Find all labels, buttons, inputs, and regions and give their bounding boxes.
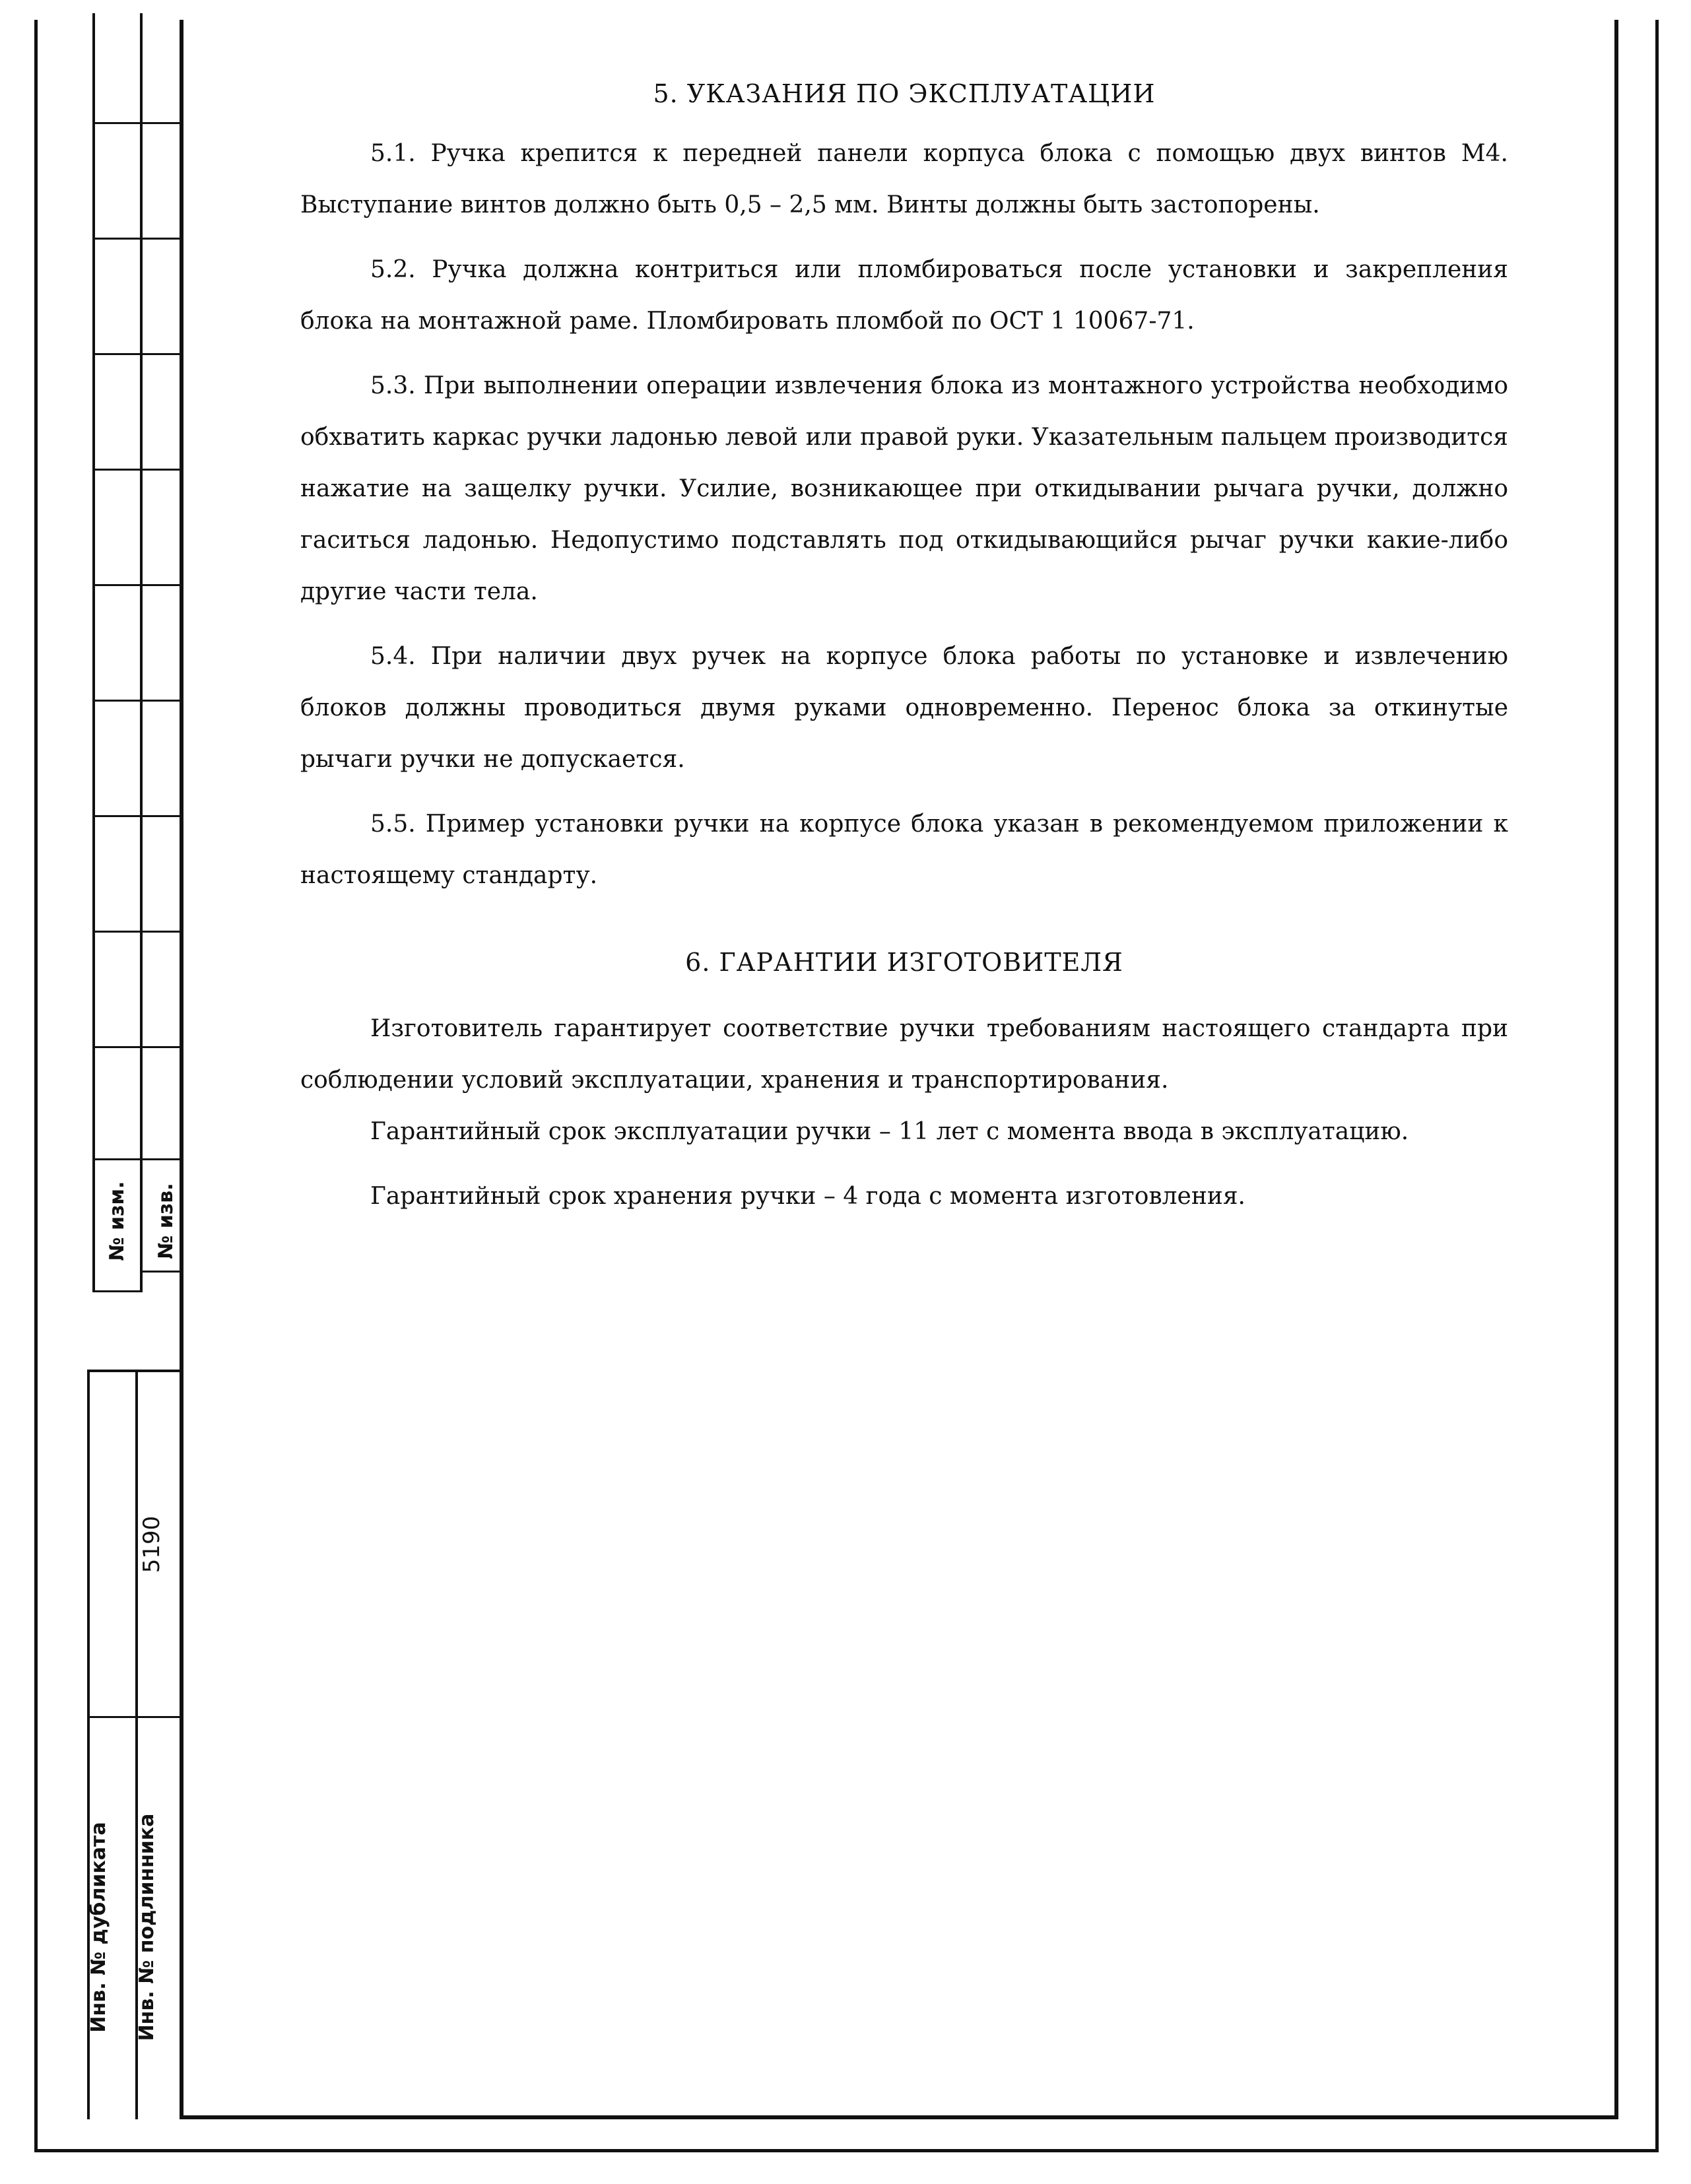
document-body [300, 79, 1508, 1222]
paragraph-5-4: 5.4. При наличии двух ручек на корпусе блока работы по установке и извлечению блоков должны проводиться двумя руками одновременно. Перенос блока за откинутые рычаги ручки не допускается. [300, 643, 1508, 773]
paragraph-5-2: 5.2. Ручка должна контриться или пломбироваться после установки и закрепления блока на монтажной раме. Пломбировать пломбой по ОСТ 1 10067-71. [300, 256, 1508, 335]
paragraph-5-5: 5.5. Пример установки ручки на корпусе блока указан в рекомендуемом приложении к настоящему стандарту. [300, 811, 1508, 889]
paragraph-5-1: 5.1. Ручка крепится к передней панели корпуса блока с помощью двух винтов М4. Выступание винтов должно быть 0,5 – 2,5 мм. Винты должны быть застопорены. [300, 140, 1508, 218]
section-5-title: 5. УКАЗАНИЯ ПО ЭКСПЛУАТАЦИИ [653, 79, 1156, 108]
paragraph-6-3: Гарантийный срок хранения ручки – 4 года с момента изготовления. [370, 1183, 1245, 1210]
original-inventory-label: Инв. № подлинника [135, 1813, 158, 2041]
paragraph-6-2: Гарантийный срок эксплуатации ручки – 11 лет с момента ввода в эксплуатацию. [370, 1118, 1409, 1145]
section-6-title: 6. ГАРАНТИИ ИЗГОТОВИТЕЛЯ [685, 948, 1123, 977]
notice-number-label: № изв. [154, 1183, 178, 1259]
paragraph-5-3: 5.3. При выполнении операции извлечения блока из монтажного устройства необходимо обхватить каркас ручки ладонью левой или правой руки. Указательным пальцем производится нажатие на защелку ручки. Усилие, возникающее при откидывании рычага ручки, должно гаситься ладонью. Недопустимо подставлять под откидывающийся рычаг ручки какие-либо другие части тела. [300, 372, 1508, 605]
inventory-number-value: 5190 [139, 1515, 165, 1573]
change-number-label: № изм. [106, 1181, 129, 1261]
duplicate-inventory-label: Инв. № дубликата [87, 1822, 110, 2033]
paragraph-6-1: Изготовитель гарантирует соответствие ручки требованиям настоящего стандарта при соблюдении условий эксплуатации, хранения и транспортирования. [300, 1015, 1508, 1094]
